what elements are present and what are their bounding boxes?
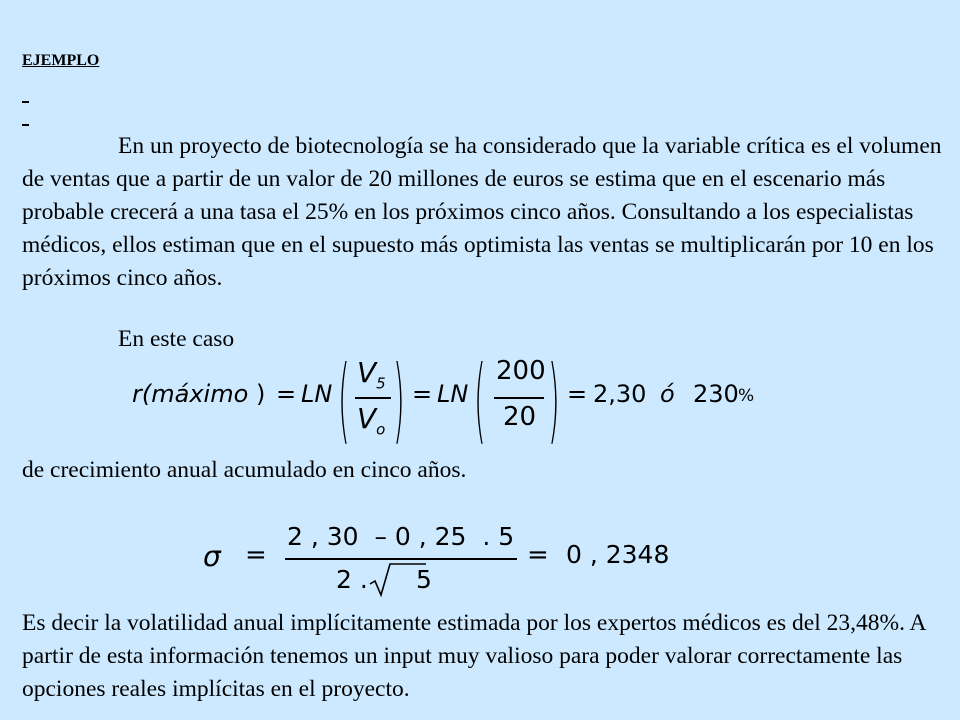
v5-numerator: $V_5$ (357, 356, 386, 393)
sigma-symbol: σ (203, 540, 221, 573)
growth-formula: r(máximo ) = LN ( $V_5$ $V_o$ ) = LN ( 200 20 ) = 2,30 ó 230 % (132, 348, 755, 457)
volatility-numerator: 2 , 30 – 0 , 25 . 5 (287, 522, 515, 551)
numerator-200: 200 (496, 356, 546, 386)
denominator-20: 20 (503, 402, 537, 432)
formula-lhs: r(máximo (132, 380, 249, 408)
ln-label: LN (301, 380, 333, 408)
growth-paragraph: de crecimiento anual acumulado en cinco años. (22, 457, 467, 483)
conclusion-paragraph: Es decir la volatilidad anual implícitamente estimada por los expertos médicos es del 23,48%. A partir de esta información tenemos un input muy valioso para poder valorar correctamente las opciones reales implícitas en el proyecto. (22, 610, 926, 702)
example-heading: EJEMPLO (22, 52, 100, 69)
volatility-formula: σ = 2 , 30 – 0 , 25 . 5 2 . 5 = 0 , 2348 (0, 0, 960, 720)
result-value: 2,30 (593, 380, 647, 408)
sqrt-argument: 5 (416, 565, 432, 594)
volatility-result: 0 , 2348 (566, 540, 670, 569)
vo-denominator: $V_o$ (357, 402, 386, 439)
case-paragraph: En este caso (118, 326, 235, 352)
intro-paragraph: En un proyecto de biotecnología se ha considerado que la variable crítica es el volumen de ventas que a partir de un valor de 20 millones de euros se estima que en el escenario más probable crecerá a una tasa el 25% en los próximos cinco años. Consultando a los especialistas médicos, ellos estiman que en el supuesto más optimista las ventas se multiplicarán por 10 en los próximos cinco años. (22, 133, 942, 291)
